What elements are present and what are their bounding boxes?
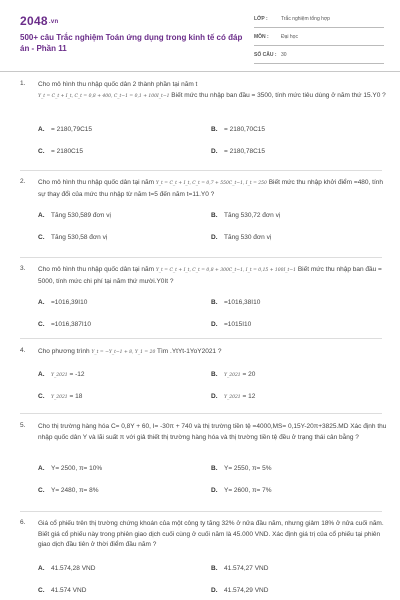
option-text: Tăng 530,72 đơn vị (224, 212, 281, 219)
option-letter: A. (38, 212, 45, 219)
option-letter: A. (38, 299, 45, 306)
question-text: Cho thị trường hàng hóa C= 0,8Y + 60, I= -30π + 740 và thị trường tiền tệ =4000,MS= 0,15Y-20π+3825.MD Xác định thu nhập quốc dân Y và lãi suất π với giả thiết thị trường hàng hóa và thị trường tiền tệ đều ở trạng thái cân bằng ? (38, 423, 387, 441)
meta-label: SỐ CÂU : (254, 52, 277, 58)
question-number: 4. (20, 347, 26, 354)
option-letter: C. (38, 234, 45, 241)
document-header (0, 0, 400, 62)
answer-option-b[interactable] (211, 212, 280, 219)
meta-label: MÔN : (254, 34, 269, 40)
question-text (38, 178, 388, 200)
answer-option-c[interactable] (38, 148, 83, 155)
question-text-part: Cho mô hình thu nhập quốc dân tại năm (38, 266, 154, 273)
option-letter: D. (211, 587, 218, 594)
question-divider (20, 257, 382, 258)
option-letter: D. (211, 393, 218, 400)
meta-value: Đại học (281, 34, 298, 40)
meta-row-class (254, 12, 384, 28)
option-text: Tăng 530 đơn vị (224, 234, 272, 241)
question-text-part: Cho mô hình thu nhập quốc dân tại năm (38, 179, 154, 186)
option-letter: A. (38, 465, 45, 472)
option-formula: Y_2021 (51, 373, 68, 378)
option-text: Tăng 530,589 đơn vị (51, 212, 111, 219)
option-formula: Y_2021 (224, 373, 241, 378)
answer-option-a[interactable] (38, 212, 111, 219)
answer-option-a[interactable] (38, 371, 85, 378)
answer-option-d[interactable] (211, 234, 271, 241)
question-text (38, 347, 388, 359)
question-number: 2. (20, 178, 26, 185)
answer-option-c[interactable] (38, 487, 99, 494)
meta-value: 30 (281, 52, 287, 58)
answer-option-c[interactable] (38, 321, 91, 328)
question-divider (20, 413, 382, 414)
answer-option-b[interactable] (211, 465, 272, 472)
option-text: 41.574,29 VND (224, 587, 269, 594)
answer-option-c[interactable] (38, 393, 82, 400)
option-letter: B. (211, 465, 218, 472)
logo-suffix: .vn (48, 18, 59, 25)
option-letter: B. (211, 126, 218, 133)
answer-option-a[interactable] (38, 126, 92, 133)
option-text: =1016,387I10 (51, 321, 91, 328)
question-formula: Y_t = C_t + I_t, C_t = 0,8 + 400, C_t−1 = 0,1 + 100I_t−1 (38, 93, 170, 99)
question-formula: Y_t = C_t + I_t, C_t = 0,8 + 300C_t−1, I_t = 0,15 + 100I_t−1 (155, 268, 296, 273)
question-formula: Y_t = C_t + I_t, C_t = 0,7 + 550C_t−1, I_t = 250 (155, 181, 267, 186)
question-text (38, 80, 388, 102)
option-letter: C. (38, 321, 45, 328)
option-text: Y= 2550, π= 5% (224, 465, 272, 472)
meta-value: Trắc nghiệm tổng hợp (281, 16, 330, 22)
document-title: 500+ câu Trắc nghiệm Toán ứng dụng trong kinh tế có đáp án - Phần 11 (20, 33, 243, 53)
option-text: = 2180,78C15 (224, 148, 266, 155)
answer-option-a[interactable] (38, 299, 87, 306)
option-text: Tăng 530,58 đơn vị (51, 234, 108, 241)
option-text: = -12 (69, 371, 85, 378)
option-letter: D. (211, 321, 218, 328)
option-text: = 18 (69, 393, 83, 400)
option-text: Y= 2500, π= 10% (51, 465, 103, 472)
answer-option-c[interactable] (38, 234, 107, 241)
question-number: 3. (20, 265, 26, 272)
option-text: =1016,38I10 (224, 299, 261, 306)
option-letter: C. (38, 587, 45, 594)
meta-row-subject (254, 30, 384, 46)
question-number: 1. (20, 80, 26, 87)
option-letter: C. (38, 148, 45, 155)
answer-option-d[interactable] (211, 321, 251, 328)
option-formula: Y_2021 (224, 395, 241, 400)
option-text: = 2180,79C15 (51, 126, 93, 133)
option-text: Y= 2480, π= 8% (51, 487, 99, 494)
question-text-part: Cho phương trình (38, 348, 90, 355)
option-formula: Y_2021 (51, 395, 68, 400)
question-text-part: Biết mức thu nhập ban đầu = 3500, tính mức tiêu dùng ở năm thứ 15.Y0 ? (171, 91, 386, 99)
meta-label: LỚP : (254, 16, 268, 22)
document-meta (254, 12, 384, 64)
answer-option-d[interactable] (211, 487, 272, 494)
answer-option-c[interactable] (38, 587, 86, 594)
option-text: 41.574 VND (51, 587, 87, 594)
option-letter: A. (38, 126, 45, 133)
answer-option-d[interactable] (211, 587, 268, 594)
option-letter: A. (38, 371, 45, 378)
option-letter: A. (38, 565, 45, 572)
option-text: = 2180C15 (51, 148, 83, 155)
question-text-part: Biết mức thu nhập ban đầu = 5000, tính mức chi phí tại năm thứ mười.Y0It ? (38, 266, 382, 285)
option-letter: C. (38, 487, 45, 494)
question-text-part: Tìm .YtYt-1YoY2021 ? (157, 348, 222, 355)
question-text-part: Biết mức thu nhập khởi điểm =480, tính sự thay đổi của mức thu nhập từ năm t=5 đến năm t=11.Y0 ? (38, 179, 383, 198)
option-text: 41.574,28 VND (51, 565, 96, 572)
question-divider (20, 170, 382, 171)
question-divider (20, 511, 382, 512)
option-text: =1016,39I10 (51, 299, 88, 306)
answer-option-a[interactable] (38, 565, 95, 572)
meta-row-count (254, 48, 384, 64)
option-text: = 2180,70C15 (224, 126, 266, 133)
option-text: Y= 2600, π= 7% (224, 487, 272, 494)
option-letter: B. (211, 371, 218, 378)
question-divider (20, 338, 382, 339)
option-letter: B. (211, 212, 218, 219)
answer-option-a[interactable] (38, 465, 102, 472)
question-text-part: Cho mô hình thu nhập quốc dân 2 thành phần tại năm t (38, 81, 198, 88)
option-letter: D. (211, 234, 218, 241)
option-text: = 20 (242, 371, 256, 378)
answer-option-b[interactable] (211, 371, 255, 378)
logo-text: 2048 (20, 14, 48, 28)
question-number: 6. (20, 519, 26, 526)
answer-option-d[interactable] (211, 148, 265, 155)
option-letter: D. (211, 148, 218, 155)
question-text: Giá cổ phiếu trên thị trường chứng khoán của một công ty tăng 32% ở nửa đầu năm, nhưng giảm 18% ở nửa cuối năm. Biết giá cổ phiếu này trong phiên giao dịch cuối cùng ở cuối năm là 45.000 VND. Xác định giá trị của cổ phiếu tại phiên giao dịch đầu tiên ở thời điểm đầu năm ? (38, 520, 384, 548)
question-formula: Y_t = −Y_t−1 + 8, Y_1 = 20 (91, 350, 156, 355)
option-letter: C. (38, 393, 45, 400)
option-letter: B. (211, 565, 218, 572)
option-text: 41.574,27 VND (224, 565, 269, 572)
question-text (38, 265, 388, 287)
answer-option-b[interactable] (211, 565, 268, 572)
option-text: =1015I10 (224, 321, 252, 328)
site-logo[interactable] (20, 14, 58, 28)
option-letter: B. (211, 299, 218, 306)
option-letter: D. (211, 487, 218, 494)
answer-option-d[interactable] (211, 393, 255, 400)
answer-option-b[interactable] (211, 299, 260, 306)
option-text: = 12 (242, 393, 256, 400)
question-number: 5. (20, 422, 26, 429)
header-divider (0, 71, 400, 72)
answer-option-b[interactable] (211, 126, 265, 133)
